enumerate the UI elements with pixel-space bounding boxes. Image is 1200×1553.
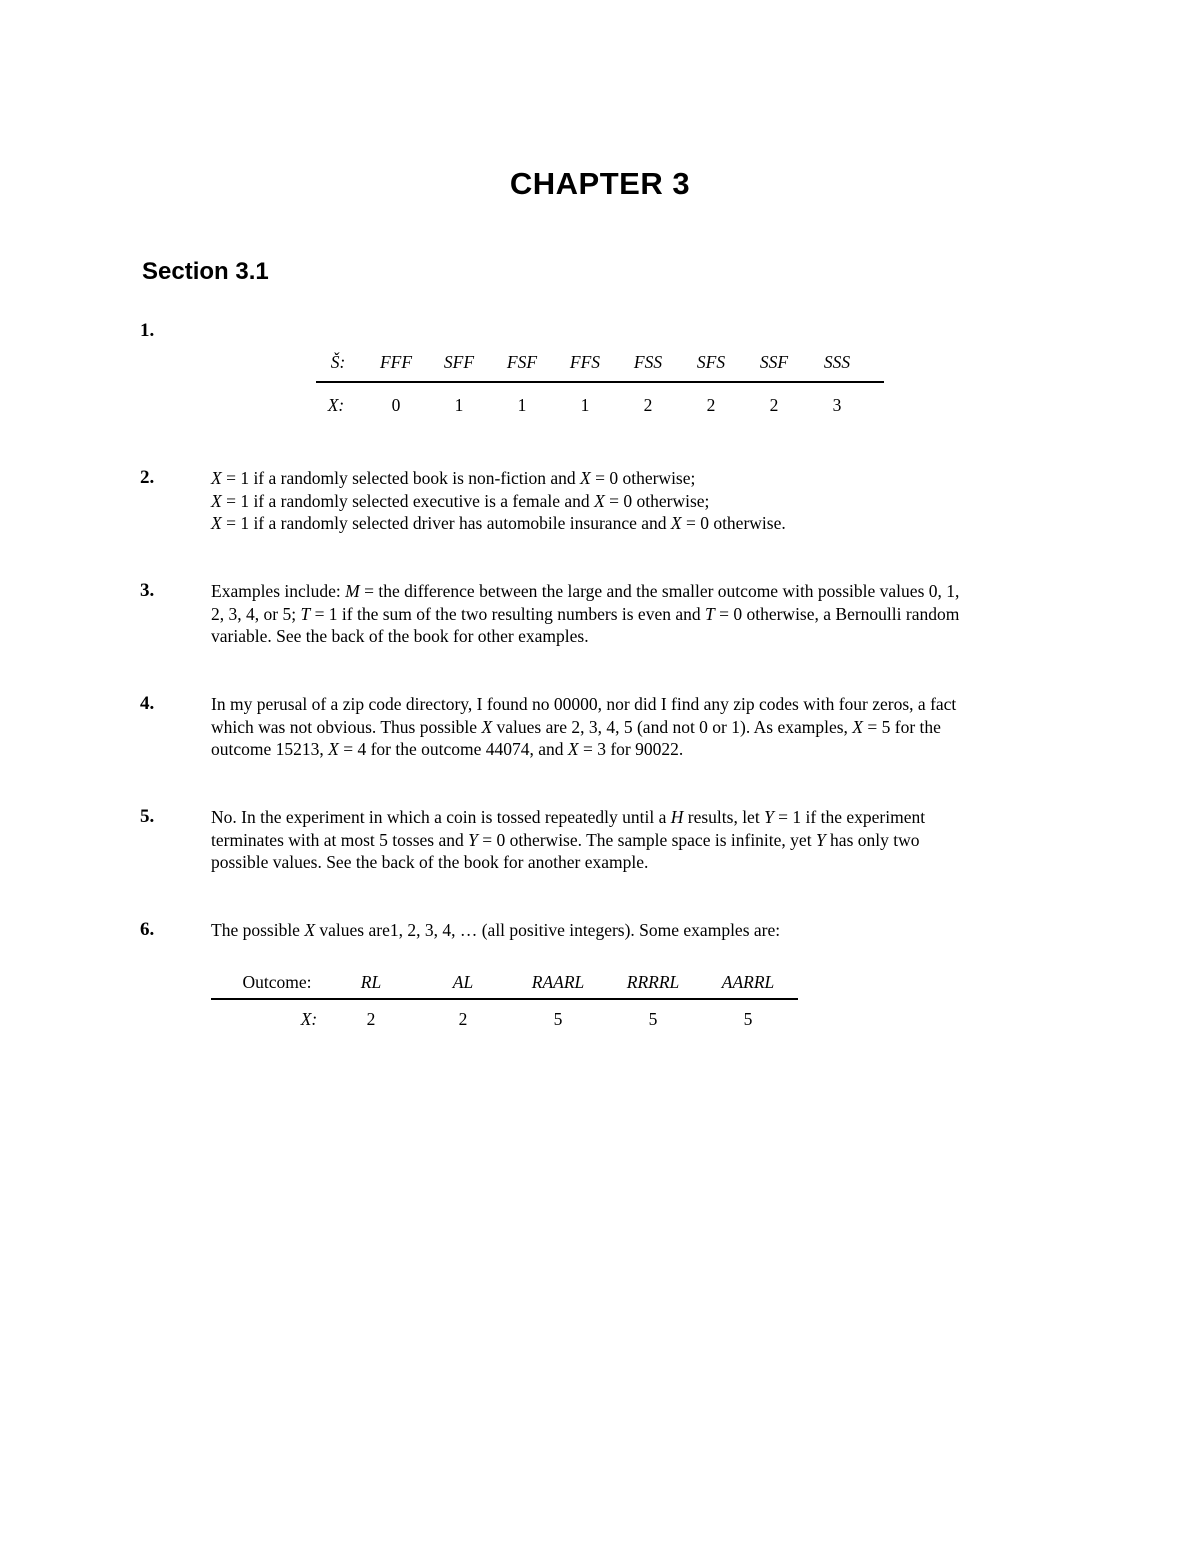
table1-outcome: SFF: [443, 352, 475, 372]
problem-number-4: 4.: [140, 693, 155, 714]
table2-header-row: [211, 966, 798, 997]
table1-outcome: SSS: [823, 352, 851, 372]
table1-header-row: [316, 346, 884, 378]
table2-value-label: X:: [300, 1009, 318, 1029]
problem-6-text: [211, 919, 1071, 942]
table1-value: 1: [517, 395, 527, 415]
table2-header-label: Outcome:: [242, 972, 312, 992]
problem-5-text: [211, 806, 1071, 874]
text-line: terminates with at most 5 tosses and Y = 0 otherwise. The sample space is infinite, yet Y has only two: [211, 829, 920, 850]
table1-value: 1: [580, 395, 590, 415]
table2-value: 2: [458, 1009, 468, 1029]
problem-number-3: 3.: [140, 580, 155, 601]
table2-value: 5: [553, 1009, 563, 1029]
table2-outcome: RAARL: [531, 972, 585, 992]
table1-value-label: X:: [327, 395, 345, 415]
text-line: X = 1 if a randomly selected book is non-fiction and X = 0 otherwise;: [211, 468, 696, 488]
problem-number-6: 6.: [140, 919, 155, 940]
table1-value: 3: [832, 395, 842, 415]
problem-number-5: 5.: [140, 806, 155, 827]
table2-value-row: [211, 1000, 798, 1031]
table1-value: 0: [391, 395, 401, 415]
problem-number-2: 2.: [140, 467, 155, 488]
text-line: possible values. See the back of the book for another example.: [211, 852, 649, 872]
table1-value-row: [316, 383, 884, 415]
text-line: which was not obvious. Thus possible X values are 2, 3, 4, 5 (and not 0 or 1). As examples, X = 5 for the: [211, 716, 941, 737]
text-line: outcome 15213, X = 4 for the outcome 44074, and X = 3 for 90022.: [211, 739, 684, 759]
table1-value: 2: [769, 395, 779, 415]
text-line: X = 1 if a randomly selected executive is a female and X = 0 otherwise;: [211, 490, 710, 511]
text-line: Examples include: M = the difference between the large and the smaller outcome with possible values 0, 1,: [211, 581, 960, 601]
text-line: The possible X values are1, 2, 3, 4, … (all positive integers). Some examples are:: [211, 920, 781, 940]
problem-number-1: 1.: [140, 320, 155, 341]
text-line: In my perusal of a zip code directory, I found no 00000, nor did I find any zip codes with four zeros, a fact: [211, 694, 957, 714]
problem-2-text: [211, 467, 1071, 535]
text-line: variable. See the back of the book for other examples.: [211, 626, 589, 646]
table1-outcome: FFS: [569, 352, 601, 372]
table2-outcome: RL: [360, 972, 382, 992]
outcome-table-1: [316, 346, 884, 415]
table1-outcome: SFS: [696, 352, 726, 372]
table1-header-label: Š:: [330, 352, 346, 372]
table1-outcome: FSS: [633, 352, 663, 372]
problem-3-text: [211, 580, 1071, 648]
table1-outcome: FFF: [379, 352, 413, 372]
table2-outcome: AARRL: [721, 972, 775, 992]
text-line: X = 1 if a randomly selected driver has automobile insurance and X = 0 otherwise.: [211, 513, 786, 533]
chapter-title: CHAPTER 3: [509, 166, 691, 201]
table1-value: 2: [706, 395, 716, 415]
table1-value: 2: [643, 395, 653, 415]
table2-outcome: AL: [452, 972, 474, 992]
table2-value: 5: [648, 1009, 658, 1029]
table1-outcome: FSF: [506, 352, 538, 372]
section-title: Section 3.1: [142, 258, 269, 285]
table2-value: 2: [366, 1009, 376, 1029]
table2-outcome: RRRRL: [626, 972, 680, 992]
table1-value: 1: [454, 395, 464, 415]
text-line: 2, 3, 4, or 5; T = 1 if the sum of the two resulting numbers is even and T = 0 otherwise, a Bernoulli random: [211, 603, 960, 624]
problem-4-text: [211, 693, 1071, 761]
table2-value: 5: [743, 1009, 753, 1029]
outcome-table-2: [211, 966, 798, 1031]
text-line: No. In the experiment in which a coin is tossed repeatedly until a H results, let Y = 1 if the experiment: [211, 807, 926, 827]
table1-outcome: SSF: [759, 352, 789, 372]
